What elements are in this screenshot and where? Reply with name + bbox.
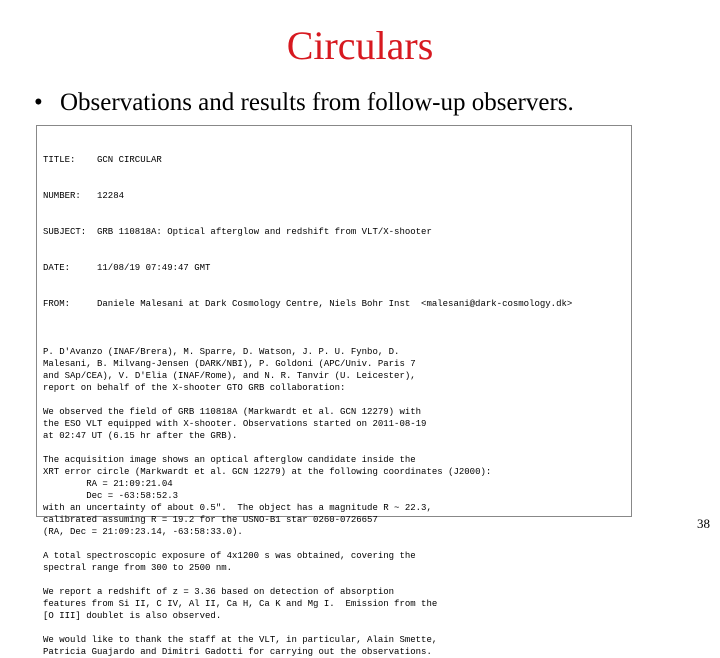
header-key: DATE: [43,263,71,273]
header-row-subject [43,226,631,238]
circular-authors: P. D'Avanzo (INAF/Brera), M. Sparre, D. Watson, J. P. U. Fynbo, D. Malesani, B. Milvang-Jensen (DARK/NBI), P. Goldoni (APC/Univ. Paris 7 and SAp/CEA), V. D'Elia (INAF/Rome), and N. R. Tanvir (U. Leicester), report on behalf of the X-shooter GTO GRB collaboration: [43,347,416,393]
header-value: 11/08/19 07:49:47 GMT [97,263,211,273]
circular-header [43,130,631,334]
slide-title: Circulars [286,23,434,68]
header-value: GRB 110818A: Optical afterglow and redshift from VLT/X-shooter [97,227,432,237]
header-value: GCN CIRCULAR [97,155,162,165]
circular-paragraph-afterglow: The acquisition image shows an optical afterglow candidate inside the XRT error circle (Markwardt et al. GCN 12279) at the following coordinates (J2000): RA = 21:09:21.04 Dec = -63:58:52.3 with an uncertainty of about 0.5". The object has a magnitude R ~ 22.3, calibrated assuming R = 19.2 for the USNO-B1 star 0260-0726657 (RA, Dec = 21:09:23.14, -63:58:33.0). [43,455,492,537]
header-row-number [43,190,631,202]
circular-paragraph-redshift: We report a redshift of z = 3.36 based on detection of absorption features from Si II, C IV, Al II, Ca H, Ca K and Mg I. Emission from the [O III] doublet is also observed. [43,587,438,621]
circular-paragraph-exposure: A total spectroscopic exposure of 4x1200 s was obtained, covering the spectral range from 300 to 2500 nm. [43,551,416,573]
header-key: TITLE: [43,155,76,165]
gcn-circular-box [36,125,632,657]
header-value: 12284 [97,191,125,201]
header-key: FROM: [43,299,71,309]
header-row-date [43,262,631,274]
page-number: 38 [697,516,710,531]
circular-paragraph-thanks: We would like to thank the staff at the VLT, in particular, Alain Smette, Patricia Guajardo and Dimitri Gadotti for carrying out the observations. [43,635,438,657]
header-value: Daniele Malesani at Dark Cosmology Centre, Niels Bohr Inst <malesani@dark-cosmology.dk> [97,299,573,309]
bullet-item [34,88,574,118]
header-row-title [43,154,631,166]
circular-paragraph-observation: We observed the field of GRB 110818A (Markwardt et al. GCN 12279) with the ESO VLT equipped with X-shooter. Observations started on 2011-08-19 at 02:47 UT (6.15 hr after the GRB). [43,407,427,441]
header-row-from [43,298,631,310]
header-key: NUMBER: [43,191,81,201]
header-key: SUBJECT: [43,227,87,237]
bullet-text: Observations and results from follow-up observers. [60,89,574,116]
bullet-dot: • [34,89,43,116]
